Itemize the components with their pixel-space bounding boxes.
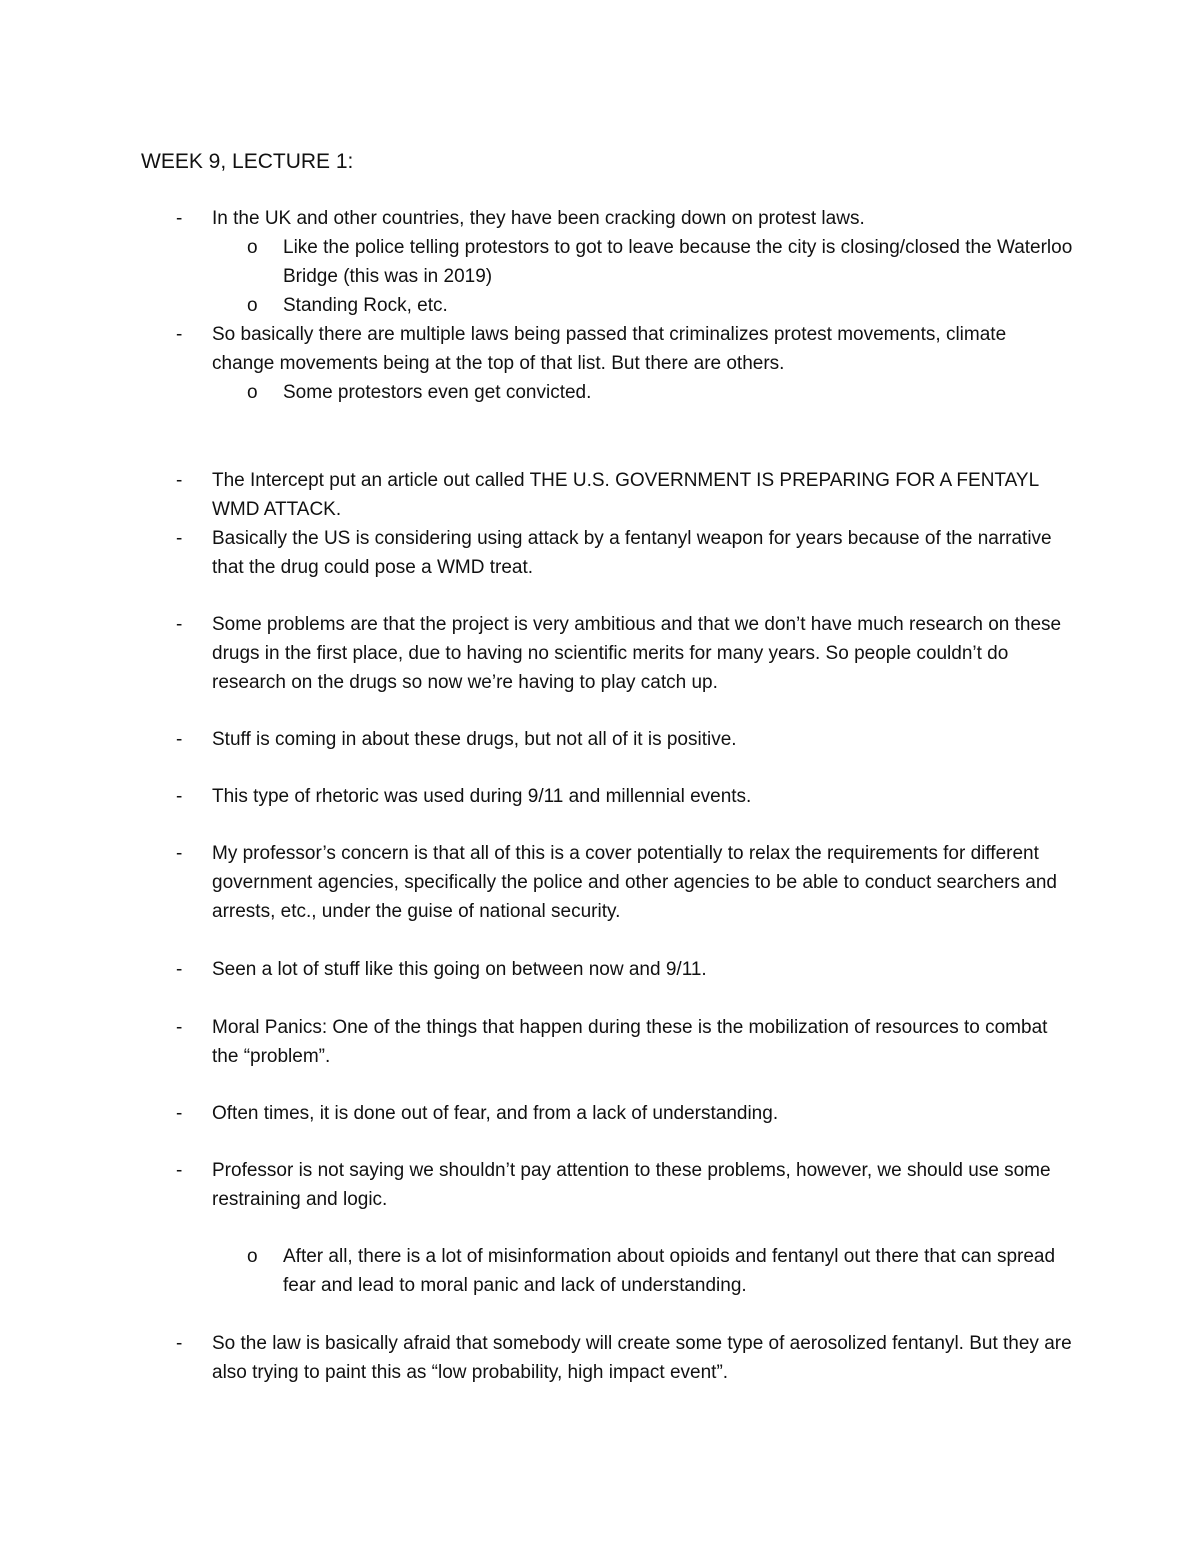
bullet-text: So basically there are multiple laws being passed that criminalizes protest movements, climate change movements being at the top of that list. But there are others.	[212, 324, 1007, 374]
sub-bullet-item	[247, 291, 1073, 320]
sub-bullet-text: Standing Rock, etc.	[283, 295, 448, 316]
circle-bullet-marker: o	[247, 1246, 258, 1267]
bullet-item	[176, 1099, 1072, 1128]
bullet-item	[176, 610, 1072, 697]
sub-bullet-item	[247, 1242, 1073, 1300]
bullet-text: Moral Panics: One of the things that happen during these is the mobilization of resources to combat the “problem”.	[212, 1017, 1048, 1067]
bullet-item	[176, 1329, 1072, 1387]
bullet-text: Seen a lot of stuff like this going on between now and 9/11.	[212, 959, 707, 980]
circle-bullet-marker: o	[247, 382, 258, 403]
bullet-text: The Intercept put an article out called THE U.S. GOVERNMENT IS PREPARING FOR A FENTAYL WMD ATTACK.	[212, 470, 1039, 520]
bullet-text: This type of rhetoric was used during 9/11 and millennial events.	[212, 786, 752, 807]
bullet-text: Some problems are that the project is very ambitious and that we don’t have much research on these drugs in the first place, due to having no scientific merits for many years. So people couldn’t do research on the drugs so now we’re having to play catch up.	[212, 614, 1062, 693]
bullet-item	[176, 1013, 1072, 1071]
sub-bullet-text: After all, there is a lot of misinformation about opioids and fentanyl out there that can spread fear and lead to moral panic and lack of understanding.	[283, 1246, 1056, 1296]
bullet-text: Often times, it is done out of fear, and from a lack of understanding.	[212, 1103, 779, 1124]
dash-bullet-marker: -	[176, 528, 183, 549]
bullet-item	[176, 782, 1072, 811]
sub-bullet-text: Like the police telling protestors to got to leave because the city is closing/closed the Waterloo Bridge (this was in 2019)	[283, 237, 1073, 287]
dash-bullet-marker: -	[176, 1333, 183, 1354]
dash-bullet-marker: -	[176, 729, 183, 750]
bullet-item	[176, 524, 1072, 582]
sub-bullet-item	[247, 233, 1073, 291]
page-title: WEEK 9, LECTURE 1:	[141, 150, 354, 173]
bullet-text: So the law is basically afraid that somebody will create some type of aerosolized fentanyl. But they are also trying to paint this as “low probability, high impact event”.	[212, 1333, 1072, 1383]
dash-bullet-marker: -	[176, 959, 183, 980]
sub-bullet-item	[247, 378, 1073, 407]
sub-bullet-text: Some protestors even get convicted.	[283, 382, 592, 403]
dash-bullet-marker: -	[176, 843, 183, 864]
dash-bullet-marker: -	[176, 324, 183, 345]
dash-bullet-marker: -	[176, 1103, 183, 1124]
dash-bullet-marker: -	[176, 208, 183, 229]
dash-bullet-marker: -	[176, 1017, 183, 1038]
bullet-item	[176, 955, 1072, 984]
circle-bullet-marker: o	[247, 237, 258, 258]
bullet-text: Basically the US is considering using attack by a fentanyl weapon for years because of the narrative that the drug could pose a WMD treat.	[212, 528, 1052, 578]
circle-bullet-marker: o	[247, 295, 258, 316]
dash-bullet-marker: -	[176, 470, 183, 491]
bullet-item	[176, 1156, 1072, 1214]
dash-bullet-marker: -	[176, 1160, 183, 1181]
bullet-item	[176, 466, 1072, 524]
bullet-text: In the UK and other countries, they have been cracking down on protest laws.	[212, 208, 865, 229]
bullet-text: My professor’s concern is that all of this is a cover potentially to relax the requirements for different government agencies, specifically the police and other agencies to be able to conduct searchers and arrests, etc., under the guise of national security.	[212, 843, 1057, 922]
bullet-text: Professor is not saying we shouldn’t pay attention to these problems, however, we should use some restraining and logic.	[212, 1160, 1051, 1210]
bullet-item	[176, 725, 1072, 754]
dash-bullet-marker: -	[176, 786, 183, 807]
bullet-item	[176, 204, 1072, 233]
bullet-item	[176, 839, 1072, 926]
bullet-text: Stuff is coming in about these drugs, but not all of it is positive.	[212, 729, 737, 750]
dash-bullet-marker: -	[176, 614, 183, 635]
bullet-item	[176, 320, 1072, 378]
